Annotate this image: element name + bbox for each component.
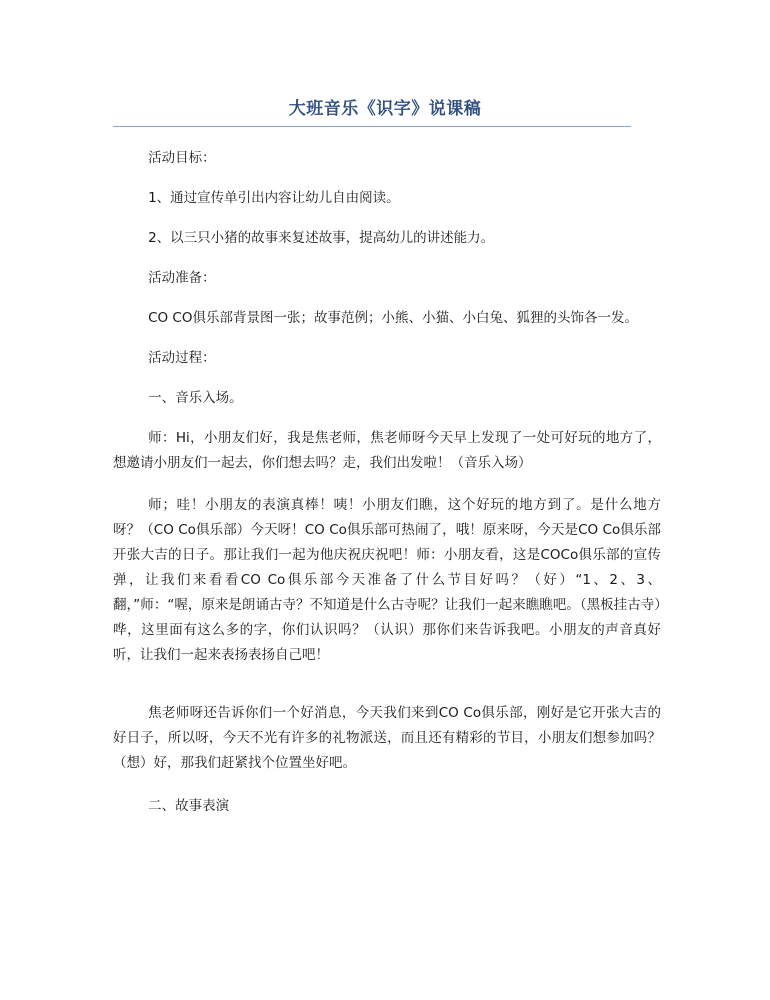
section-heading-preparation: 活动准备： [148,270,216,286]
document-title: 大班音乐《识字》说课稿 [288,99,482,119]
section-heading-goals: 活动目标： [148,150,216,166]
step-heading-2: 二、故事表演 [148,798,230,814]
paragraph-good-news: 焦老师呀还告诉你们一个好消息，今天我们来到CO Co俱乐部，刚好是它开张大吉的好日子，所以呀，今天不光有许多的礼物派送，而且还有精彩的节目，小朋友们想参加吗？（想）好，那我们赶紧找个位置坐好吧。 [113,705,661,771]
section-heading-process: 活动过程： [148,350,216,366]
goal-item-1: 1、通过宣传单引出内容让幼儿自由阅读。 [148,190,400,206]
title-divider [113,126,631,127]
paragraph-teacher-greeting: 师：Hi，小朋友们好，我是焦老师，焦老师呀今天早上发现了一处可好玩的地方了，想邀请小朋友们一起去，你们想去吗？走，我们出发啦！（音乐入场） [113,430,661,471]
step-heading-1: 一、音乐入场。 [148,390,243,406]
preparation-text: CO CO俱乐部背景图一张；故事范例；小熊、小猫、小白兔、狐狸的头饰各一发。 [148,310,638,326]
goal-item-2: 2、以三只小猪的故事来复述故事，提高幼儿的讲述能力。 [148,230,495,246]
paragraph-club-intro: 师；哇！小朋友的表演真棒！咦！小朋友们瞧，这个好玩的地方到了。是什么地方呀？（CO Co俱乐部）今天呀！CO Co俱乐部可热闹了，哦！原来呀，今天是CO Co俱乐部开张大吉的日子。那让我们一起为他庆祝庆祝吧！师：小朋友看，这是COCo俱乐部的宣传弹，让我们来看看CO Co俱乐部今天准备了什么节目好吗？（好）“1、2、3、翻，”师：“喔，原来是朗诵古寺？不知道是什么古寺呢？让我们一起来瞧瞧吧。（黑板挂古寺）哗，这里面有这么多的字，你们认识吗？（认识）那你们来告诉我吧。小朋友的声音真好听，让我们一起来表扬表扬自己吧！ [113,497,661,663]
